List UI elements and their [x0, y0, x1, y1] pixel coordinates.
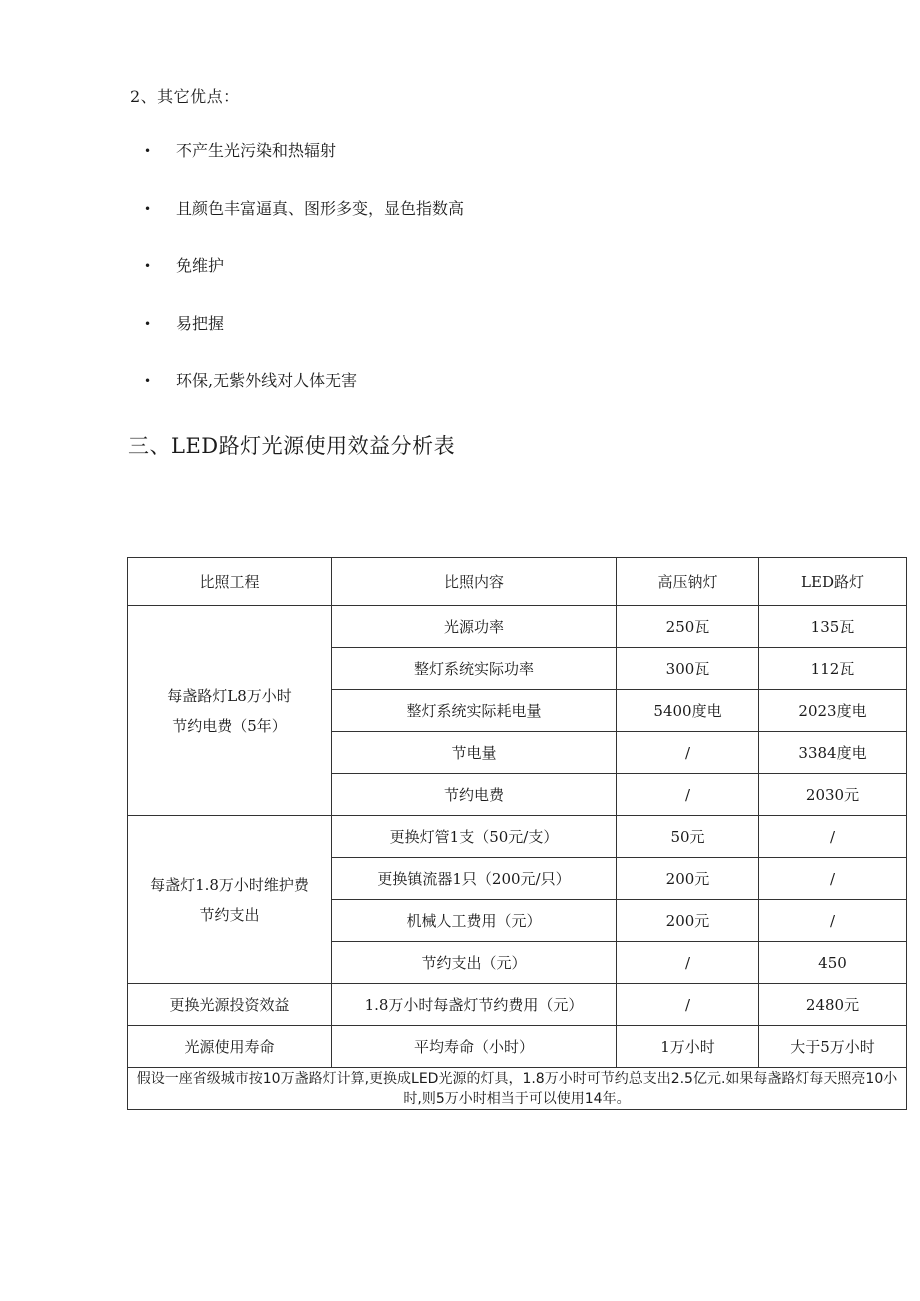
group-label-line: 每盏路灯L8万小时 [167, 686, 292, 705]
table-row [128, 606, 907, 648]
benefit-analysis-table [127, 557, 907, 1110]
group-label-maintenance-savings [128, 816, 332, 984]
list-item [144, 370, 464, 428]
table-cell: 3384度电 [759, 732, 907, 774]
group-label-line: 节约支出 [199, 905, 260, 924]
header-cell-content: 比照内容 [332, 558, 617, 606]
bullet-icon: • [144, 374, 152, 388]
group-label-electricity-savings [128, 606, 332, 816]
subheading-other-advantages: 2、其它优点： [130, 87, 240, 106]
list-item-text: 且颜色丰富逼真、图形多变，显色指数高 [176, 198, 465, 218]
table-cell: 2480元 [759, 984, 907, 1026]
list-item-text: 易把握 [176, 313, 225, 333]
table-cell: 50元 [617, 816, 759, 858]
table-cell: 节电量 [332, 732, 617, 774]
bullet-icon: • [144, 259, 152, 273]
bullet-icon: • [144, 144, 152, 158]
bullet-icon: • [144, 201, 152, 216]
table-cell: 节约电费 [332, 774, 617, 816]
table-cell: 机械人工费用（元） [332, 900, 617, 942]
table-cell: 大于5万小时 [759, 1026, 907, 1068]
table-cell: 450 [759, 942, 907, 984]
table-cell: 2030元 [759, 774, 907, 816]
table-cell: 1.8万小时每盏灯节约费用（元） [332, 984, 617, 1026]
table-cell: 1万小时 [617, 1026, 759, 1068]
table-row [128, 984, 907, 1026]
table-cell: 5400度电 [617, 690, 759, 732]
table-cell: / [617, 774, 759, 816]
table-note-row [128, 1068, 907, 1110]
table-cell: 更换镇流器1只（200元/只） [332, 858, 617, 900]
table-cell: 250瓦 [617, 606, 759, 648]
header-cell-item: 比照工程 [128, 558, 332, 606]
section-title: 三、LED路灯光源使用效益分析表 [128, 434, 456, 458]
table-cell: 200元 [617, 900, 759, 942]
table-cell: / [759, 816, 907, 858]
table-header-row [128, 558, 907, 606]
list-item [144, 313, 464, 371]
group-label-line: 每盏灯1.8万小时维护费 [150, 875, 309, 894]
table-cell: 整灯系统实际功率 [332, 648, 617, 690]
group-label-investment-benefit: 更换光源投资效益 [128, 984, 332, 1026]
group-label-line: 节约电费（5年） [172, 716, 287, 735]
bullet-icon: • [144, 316, 152, 331]
table-cell: 光源功率 [332, 606, 617, 648]
group-label-lifespan: 光源使用寿命 [128, 1026, 332, 1068]
table-cell: 整灯系统实际耗电量 [332, 690, 617, 732]
list-item-text: 不产生光污染和热辐射 [176, 141, 337, 160]
table-row [128, 1026, 907, 1068]
table-cell: 节约支出（元） [332, 942, 617, 984]
table-cell: / [759, 858, 907, 900]
table-cell: 300瓦 [617, 648, 759, 690]
table-cell: 135瓦 [759, 606, 907, 648]
list-item-text: 免维护 [176, 256, 225, 275]
table-cell: 平均寿命（小时） [332, 1026, 617, 1068]
list-item [144, 255, 464, 313]
table-cell: 更换灯管1支（50元/支） [332, 816, 617, 858]
advantages-list [144, 140, 464, 428]
table-cell: / [617, 732, 759, 774]
table-cell: / [759, 900, 907, 942]
table-cell: 2023度电 [759, 690, 907, 732]
list-item [144, 140, 464, 198]
list-item [144, 198, 464, 256]
list-item-text: 环保,无紫外线对人体无害 [176, 371, 358, 390]
table-cell: / [617, 942, 759, 984]
table-row [128, 816, 907, 858]
table-cell: 200元 [617, 858, 759, 900]
table-note: 假设一座省级城市按10万盏路灯计算,更换成LED光源的灯具，1.8万小时可节约总支出2.5亿元.如果每盏路灯每天照亮10小时,则5万小时相当于可以使用14年。 [128, 1068, 907, 1110]
header-cell-sodium-lamp: 高压钠灯 [617, 558, 759, 606]
table-cell: 112瓦 [759, 648, 907, 690]
header-cell-led-lamp: LED路灯 [759, 558, 907, 606]
table-cell: / [617, 984, 759, 1026]
